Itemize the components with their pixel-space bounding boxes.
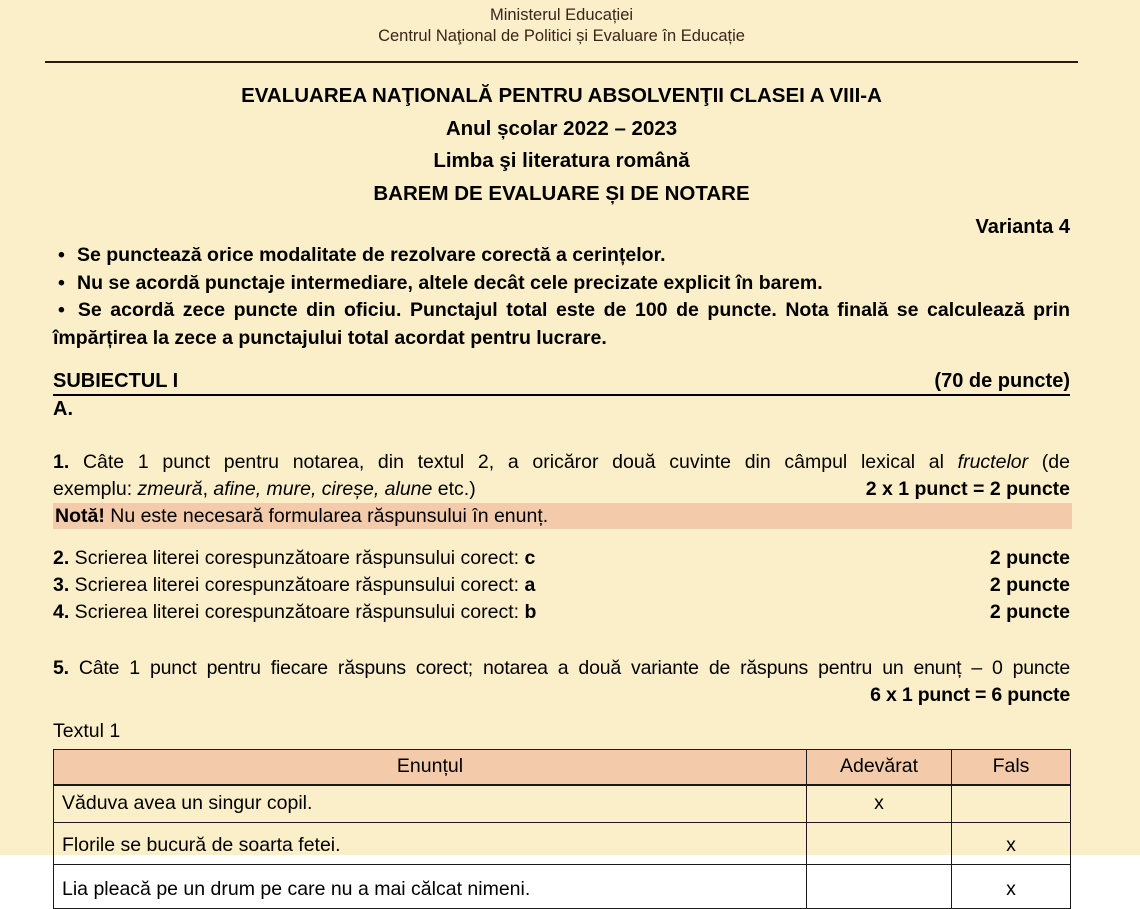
section-header [53,368,1070,396]
item-answer: b [524,601,537,623]
true-mark-cell: x [807,785,952,823]
textul-1-label: Textul 1 [53,720,121,742]
item-text-italic: zmeură [137,478,203,500]
title-school-year: Anul școlar 2022 – 2023 [445,116,678,140]
title-barem: BAREM DE EVALUARE ȘI DE NOTARE [373,181,750,205]
bullet-icon: • [58,271,65,294]
document-header [53,5,1070,47]
title-block [53,80,1070,210]
center-line: Centrul Naţional de Politici și Evaluare în Educație [378,27,745,45]
item-2 [53,545,1070,572]
item-points: 2 puncte [989,601,1070,623]
rule-item [53,297,1070,352]
header-divider [45,61,1078,63]
rule-text: Se punctează orice modalitate de rezolvare corectă a cerințelor. [77,244,666,266]
item-text: Câte 1 punct pentru fiecare răspuns corect; notarea a două variante de răspuns pentru un enunț – 0 puncte [68,657,1070,679]
item-1-line-2 [53,476,1070,503]
item-text: Scrierea literei corespunzătoare răspunsului corect: [69,601,525,623]
column-header-true: Adevărat [807,750,952,785]
nota-label: Notă! [55,505,105,527]
ministry-line: Ministerul Educației [489,6,634,24]
table-row [54,823,1071,865]
variant-label: Varianta 4 [975,216,1070,238]
item-1 [53,449,1070,503]
true-mark-cell [807,865,952,909]
item-5-line [53,655,1070,682]
item-answer: a [524,574,536,596]
true-false-table [53,749,1071,909]
item-text: Scrierea literei corespunzătoare răspunsului corect: [69,574,525,596]
false-mark-cell: x [952,865,1071,909]
item-text: etc.) [432,478,476,500]
item-number: 4. [53,601,70,623]
rule-item [53,242,1070,270]
nota-text: Nu este necesară formularea răspunsului în enunț. [104,505,549,527]
item-text-group [53,572,535,599]
item-3 [53,572,1070,599]
item-text: (de [1028,451,1070,473]
item-answer: c [524,547,536,569]
items-2-4 [53,545,1070,626]
item-text: exemplu: [53,478,138,500]
false-mark-cell [952,785,1071,823]
title-subject: Limba şi literatura română [433,149,690,172]
item-text: Câte 1 punct pentru notarea, din textul 2, a oricăror două cuvinte din câmpul lexical al [69,451,958,473]
true-mark-cell [807,823,952,865]
section-title: SUBIECTUL I [53,370,179,392]
bullet-icon: • [58,299,65,321]
section-points: (70 de puncte) [934,370,1070,392]
item-text-group [53,476,476,503]
table-row [54,785,1071,823]
nota-highlight [53,503,1072,529]
item-5 [53,655,1070,709]
rule-item [53,270,1070,298]
item-points: 2 puncte [989,574,1070,596]
statement-cell: Văduva avea un singur copil. [54,785,807,823]
table-header-row [54,750,1071,785]
item-text-italic: afine, mure, cireșe, alune [213,478,433,500]
rule-text: Se acordă zece puncte din oficiu. Punctajul total este de 100 de puncte. Nota finală se calculează prin împărțirea la zece a punctajului total acordat pentru lucrare. [53,299,1070,349]
item-text: , [202,478,214,500]
item-number: 5. [53,657,69,679]
item-text: Scrierea literei corespunzătoare răspunsului corect: [69,547,525,569]
general-rules-list [53,242,1070,352]
title-exam-name: EVALUAREA NAŢIONALĂ PENTRU ABSOLVENŢII CLASEI A VIII-A [241,84,882,107]
false-mark-cell: x [952,823,1071,865]
table-row [54,865,1071,909]
item-number: 3. [53,574,70,596]
part-label: A. [53,398,73,420]
item-4 [53,599,1070,626]
column-header-false: Fals [952,750,1071,785]
item-points: 2 x 1 punct = 2 puncte [865,478,1070,500]
item-1-line-1 [53,449,1070,476]
item-number: 2. [53,547,70,569]
item-text-italic: fructelor [957,451,1029,473]
statement-cell: Florile se bucură de soarta fetei. [54,823,807,865]
item-text-group [53,599,536,626]
item-number: 1. [53,451,70,473]
rule-text: Nu se acordă punctaje intermediare, altele decât cele precizate explicit în barem. [77,271,823,294]
item-points: 6 x 1 punct = 6 puncte [870,684,1070,706]
statement-cell: Lia pleacă pe un drum pe care nu a mai călcat nimeni. [54,865,807,909]
item-points: 2 puncte [989,547,1070,569]
item-text-group [53,545,535,572]
bullet-icon: • [58,244,65,266]
column-header-statement: Enunțul [54,750,807,785]
